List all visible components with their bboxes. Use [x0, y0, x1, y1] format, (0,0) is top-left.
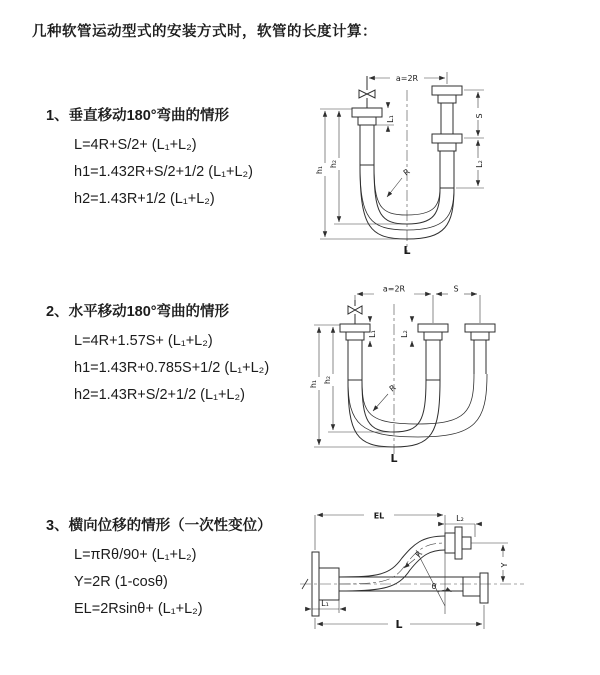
dim-label-span: a=2R [382, 284, 406, 294]
dim-label-h1: h₁ [309, 379, 318, 389]
flange-upper-displaced [445, 527, 471, 559]
formula-Y: Y=2R (1-cosθ) [74, 574, 168, 590]
hose-displaced-s-curve [339, 536, 445, 591]
diagram-horizontal-180 [308, 282, 596, 468]
formula-L: L=4R+S/2+ (L₁+L₂) [74, 137, 197, 153]
dim-label-h2: h₂ [323, 375, 332, 385]
dim-label-L: L [390, 452, 398, 465]
formula-L: L=πRθ/90+ (L₁+L₂) [74, 547, 197, 563]
section-1-formulas [46, 132, 316, 213]
flange-position-2 [465, 324, 495, 374]
dim-label-L2: L₂ [475, 160, 484, 168]
dim-label-EL: EL [373, 511, 385, 521]
hose-u-bend-displaced [348, 374, 487, 437]
dim-label-L2: L₂ [456, 514, 464, 523]
dim-label-L: L [403, 244, 411, 257]
dim-label-theta: θ [431, 582, 437, 591]
section-2-heading: 2、水平移动180°弯曲的情形 [46, 304, 230, 320]
braid-section [440, 151, 454, 188]
dim-EL [315, 512, 445, 615]
dim-label-S: S [475, 113, 484, 119]
section-horizontal-180 [46, 300, 316, 409]
section-3-heading: 3、横向位移的情形（一次性变位） [46, 518, 272, 534]
dim-label-span: a=2R [395, 74, 419, 83]
dim-h1 [309, 325, 394, 447]
dim-label-h2: h₂ [329, 159, 338, 169]
dim-L1 [368, 317, 377, 346]
braid-section [426, 340, 440, 380]
radius-leader [387, 167, 412, 197]
dim-label-L: L [395, 618, 403, 631]
dim-label-L1: L₁ [386, 115, 395, 123]
diagram-lateral-displacement [298, 502, 530, 658]
section-2-formulas [46, 328, 316, 409]
formula-h1: h1=1.43R+0.785S+1/2 (L₁+L₂) [74, 360, 270, 376]
page-title: 几种软管运动型式的安装方式时，软管的长度计算： [32, 24, 377, 40]
braid-section [348, 340, 362, 380]
diagram-vertical-180 [312, 58, 590, 260]
dim-span [369, 72, 447, 84]
dim-label-L2: L₂ [400, 330, 409, 338]
formula-EL: EL=2Rsinθ+ (L₁+L₂) [74, 601, 203, 617]
valve-icon [348, 300, 362, 324]
section-1-heading: 1、垂直移动180°弯曲的情形 [46, 108, 230, 124]
formula-h2: h2=1.43R+1/2 (L₁+L₂) [74, 191, 215, 207]
section-lateral-displacement [46, 514, 316, 623]
dim-Y [471, 543, 509, 582]
braid-section [360, 125, 374, 165]
flange-fixed-end [340, 324, 370, 380]
flange-moving-end [432, 86, 462, 188]
dim-span [355, 285, 480, 324]
flange-fixed-end [352, 108, 382, 165]
dim-h1 [315, 109, 407, 239]
dim-label-h1: h₁ [315, 165, 324, 175]
formula-h2: h2=1.43R+S/2+1/2 (L₁+L₂) [74, 387, 245, 403]
section-3-formulas [46, 542, 316, 623]
dim-stroke-S [464, 90, 484, 138]
dim-L2 [400, 317, 412, 346]
dim-h2 [329, 111, 407, 224]
dim-label-L1: L₁ [321, 599, 329, 608]
valve-icon [359, 76, 375, 108]
section-vertical-180 [46, 104, 316, 213]
dim-L1 [305, 599, 346, 613]
dim-label-Y: Y [500, 562, 509, 568]
dim-label-R: R [387, 383, 398, 394]
dim-label-R: R [413, 549, 425, 560]
dim-label-L1: L₁ [368, 330, 377, 338]
dim-label-S: S [453, 284, 459, 294]
dim-label-R: R [401, 167, 412, 178]
formula-h1: h1=1.432R+S/2+1/2 (L₁+L₂) [74, 164, 254, 180]
dim-L2 [456, 140, 484, 188]
flange-position-1 [418, 324, 448, 380]
flange-right-original [463, 573, 488, 603]
formula-L: L=4R+1.57S+ (L₁+L₂) [74, 333, 213, 349]
